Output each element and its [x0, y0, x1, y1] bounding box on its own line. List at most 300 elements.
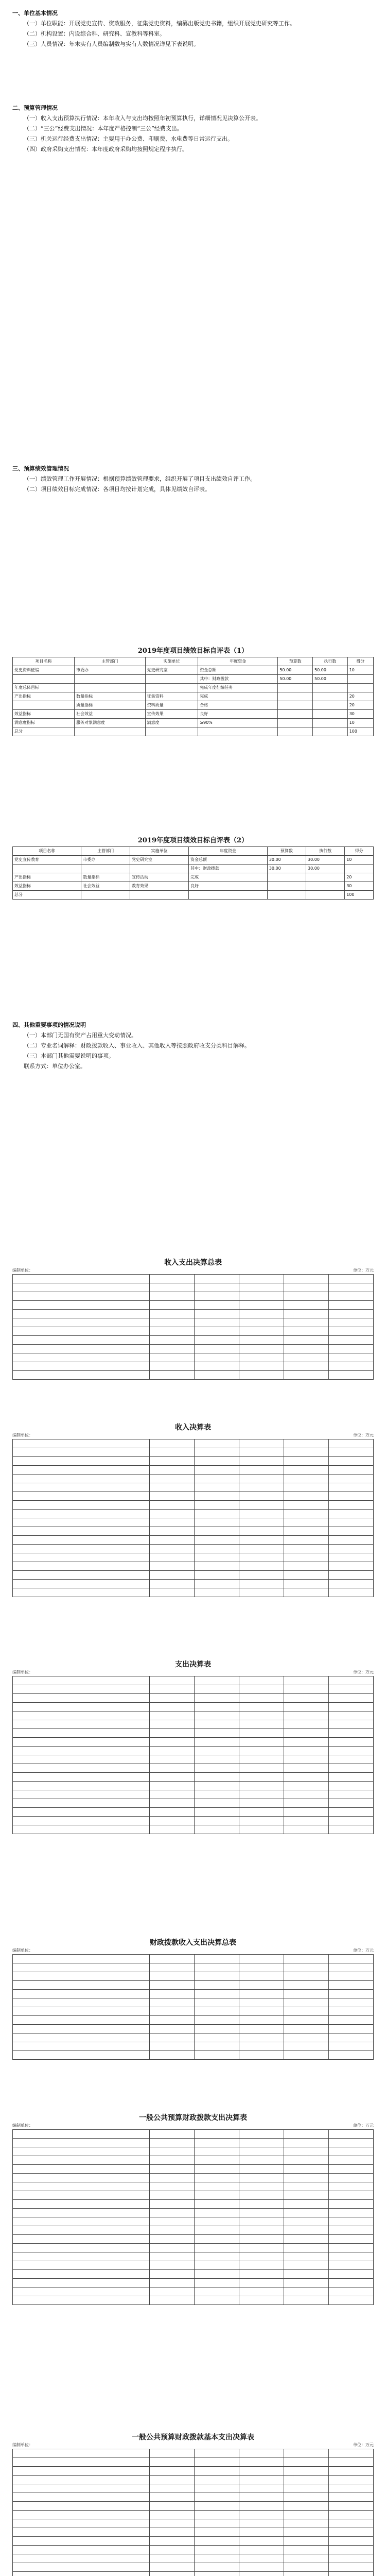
table-cell: [329, 2235, 374, 2244]
table-cell: [329, 1492, 374, 1501]
table-cell: [195, 1755, 239, 1764]
table-cell: [195, 2156, 239, 2165]
table-cell: [239, 2165, 284, 2174]
table-cell: [150, 1998, 195, 2007]
org-label: 编制单位：: [12, 1948, 33, 1953]
table-cell: [150, 1990, 195, 1998]
table-cell: [150, 1492, 195, 1501]
table-cell: 30.00: [267, 865, 306, 873]
table-cell: [195, 1955, 239, 1963]
table-cell: [239, 1720, 284, 1729]
table-cell: [150, 1275, 195, 1283]
table-cell: [284, 2016, 329, 2025]
table-row: [13, 2007, 374, 2016]
table-cell: [239, 1275, 284, 1283]
table-cell: [329, 1345, 374, 1353]
table-cell: 20: [347, 692, 373, 701]
table-cell: [13, 1483, 150, 1492]
table-cell: [150, 2511, 195, 2519]
table-cell: [313, 692, 348, 701]
table-cell: [150, 1755, 195, 1764]
table-row: [13, 1553, 374, 1562]
statement-meta: [12, 2442, 374, 2448]
table-cell: [239, 2476, 284, 2484]
table-cell: [195, 1301, 239, 1310]
table-cell: [13, 2519, 150, 2528]
table-cell: 合格: [198, 701, 278, 710]
table-cell: [278, 710, 313, 719]
table-cell: [329, 1676, 374, 1685]
table-cell: [284, 2467, 329, 2476]
table-cell: [313, 701, 348, 710]
table-cell: [329, 1336, 374, 1345]
table-row: [13, 1720, 374, 1729]
table-row: [13, 2244, 374, 2252]
table-cell: [239, 2174, 284, 2182]
table-cell: [13, 1501, 150, 1510]
table-cell: [329, 1571, 374, 1580]
table-cell: [195, 1711, 239, 1720]
column-header: 预算数: [267, 847, 306, 856]
table-cell: [195, 1782, 239, 1790]
table-cell: [284, 1990, 329, 1998]
table-cell: [13, 2476, 150, 2484]
table-cell: 数量指标: [81, 873, 130, 882]
table-row: [13, 1817, 374, 1825]
table-cell: [329, 1588, 374, 1597]
table-cell: [239, 1362, 284, 1371]
table-cell: [195, 2016, 239, 2025]
table-cell: [150, 1466, 195, 1475]
table-row: [13, 1782, 374, 1790]
table-cell: [13, 1580, 150, 1588]
table-cell: [329, 2200, 374, 2209]
table-cell: [195, 1720, 239, 1729]
table-cell: [329, 1755, 374, 1764]
table-cell: [195, 2174, 239, 2182]
table-cell: [284, 2182, 329, 2191]
table-cell: [150, 1764, 195, 1773]
table-cell: [150, 1501, 195, 1510]
table-cell: [13, 2209, 150, 2217]
table-row: [13, 2156, 374, 2165]
table-cell: [284, 1362, 329, 1371]
table-cell: [150, 1475, 195, 1483]
table-cell: [150, 2051, 195, 2060]
table-row: [13, 2051, 374, 2060]
table-cell: [284, 1327, 329, 1336]
table-row: [13, 2296, 374, 2305]
table-cell: [195, 1439, 239, 1448]
table-row: [13, 2261, 374, 2270]
table-cell: [13, 2546, 150, 2554]
table-cell: [306, 891, 345, 900]
table-row: [13, 1448, 374, 1457]
table-cell: [13, 2563, 150, 2572]
table-row: [13, 1275, 374, 1283]
table-cell: [239, 2200, 284, 2209]
table-cell: [13, 2493, 150, 2502]
table-cell: 完成: [198, 692, 278, 701]
table-cell: [13, 1808, 150, 1817]
table-cell: [284, 1553, 329, 1562]
table-cell: [150, 2130, 195, 2139]
table-cell: [329, 1720, 374, 1729]
table-cell: [195, 2217, 239, 2226]
table-cell: [239, 2025, 284, 2033]
table-cell: [239, 1439, 284, 1448]
section-heading: 四、其他重要事项的情况说明: [12, 1022, 86, 1028]
table-cell: [329, 1825, 374, 1834]
table-cell: [329, 1972, 374, 1981]
table-cell: [13, 1448, 150, 1457]
table-cell: 良好: [189, 882, 268, 891]
table-cell: [329, 2537, 374, 2546]
table-cell: [329, 1817, 374, 1825]
table-cell: 30.00: [306, 865, 345, 873]
table-row: [13, 684, 374, 692]
table-cell: [284, 1457, 329, 1466]
table-cell: [195, 1527, 239, 1536]
table-cell: [329, 1475, 374, 1483]
table-cell: [284, 1371, 329, 1380]
table-cell: [13, 2174, 150, 2182]
table-cell: [195, 2147, 239, 2156]
contact-line: 联系方式：单位办公室。: [24, 1063, 86, 1070]
table-cell: [329, 1292, 374, 1301]
table-cell: [284, 1703, 329, 1711]
table-row: [13, 1588, 374, 1597]
table-cell: [195, 2165, 239, 2174]
table-row: [13, 1310, 374, 1318]
table-cell: [195, 2572, 239, 2576]
table-cell: [239, 1755, 284, 1764]
table-cell: [13, 1371, 150, 1380]
table-cell: [195, 1562, 239, 1571]
table-cell: [329, 1580, 374, 1588]
table-cell: [150, 1571, 195, 1580]
table-cell: [284, 2519, 329, 2528]
table-row: [13, 2217, 374, 2226]
table-cell: [278, 727, 313, 736]
table-cell: [195, 1703, 239, 1711]
table-cell: [150, 2025, 195, 2033]
table-cell: [150, 2147, 195, 2156]
table-cell: [284, 1353, 329, 1362]
table-row: [13, 1773, 374, 1782]
table-row: [13, 2165, 374, 2174]
table-cell: [13, 2572, 150, 2576]
table-cell: [284, 1501, 329, 1510]
table-cell: [150, 1799, 195, 1808]
table-cell: [195, 2182, 239, 2191]
table-cell: [329, 1318, 374, 1327]
table-cell: [195, 2209, 239, 2217]
table-cell: [195, 1998, 239, 2007]
table-cell: 100: [347, 727, 373, 736]
table-cell: [284, 1536, 329, 1545]
table-cell: [239, 1764, 284, 1773]
statement-table: [12, 1439, 374, 1597]
table-cell: [284, 2458, 329, 2467]
table-cell: [239, 1562, 284, 1571]
table-cell: [329, 1981, 374, 1990]
section-heading: 三、预算绩效管理情况: [12, 465, 69, 472]
table-cell: [239, 1782, 284, 1790]
statement-meta: [12, 1432, 374, 1438]
table-cell: [13, 1998, 150, 2007]
table-cell: [195, 1808, 239, 1817]
table-cell: [13, 1685, 150, 1694]
table-cell: [239, 2502, 284, 2511]
table-cell: 20: [345, 873, 374, 882]
table-cell: [284, 1685, 329, 1694]
table-cell: [150, 1527, 195, 1536]
table-cell: [239, 2139, 284, 2147]
table-cell: [13, 1518, 150, 1527]
table-cell: [13, 2279, 150, 2287]
column-header: 实施单位: [145, 657, 198, 666]
table-cell: [13, 2130, 150, 2139]
table-cell: [195, 1448, 239, 1457]
table-cell: [13, 1310, 150, 1318]
table-cell: [284, 2279, 329, 2287]
table-cell: [239, 1536, 284, 1545]
statement-title: 一般公共预算财政拨款基本支出决算表: [132, 2433, 254, 2442]
table-cell: [13, 1955, 150, 1963]
table-cell: [284, 1825, 329, 1834]
table-row: [13, 2174, 374, 2182]
table-cell: [150, 2458, 195, 2467]
table-cell: [347, 675, 373, 684]
table-cell: [150, 1301, 195, 1310]
table-cell: [284, 1764, 329, 1773]
table-cell: 市委办: [75, 666, 146, 675]
table-cell: [284, 1292, 329, 1301]
table-cell: [329, 1998, 374, 2007]
table-cell: [81, 891, 130, 900]
table-cell: [150, 2235, 195, 2244]
unit-label: 单位：万元: [353, 2443, 374, 2447]
table-cell: [284, 1955, 329, 1963]
table-cell: [195, 2042, 239, 2051]
table-cell: [13, 1571, 150, 1580]
table-cell: [329, 1782, 374, 1790]
table-cell: [13, 2025, 150, 2033]
unit-label: 单位：万元: [353, 1433, 374, 1437]
table-cell: [75, 684, 146, 692]
statement-meta: [12, 1669, 374, 1675]
table-cell: [13, 1545, 150, 1553]
table-cell: [195, 2270, 239, 2279]
table-cell: [13, 1676, 150, 1685]
table-cell: [150, 2572, 195, 2576]
table-row: [13, 2563, 374, 2572]
table-cell: [329, 1790, 374, 1799]
table-cell: [329, 1963, 374, 1972]
table-cell: [329, 1483, 374, 1492]
table-cell: [150, 1336, 195, 1345]
table-title: 2019年度项目绩效目标自评表（2）: [137, 837, 249, 844]
table-cell: [150, 2519, 195, 2528]
table-cell: [13, 1362, 150, 1371]
table-row: [13, 1981, 374, 1990]
table-cell: [195, 2191, 239, 2200]
table-cell: [284, 2235, 329, 2244]
table-cell: [329, 2209, 374, 2217]
table-cell: [195, 1571, 239, 1580]
unit-label: 单位：万元: [353, 1948, 374, 1953]
table-cell: [284, 1336, 329, 1345]
table-cell: [278, 684, 313, 692]
table-cell: [150, 1738, 195, 1747]
table-cell: [13, 1711, 150, 1720]
statement-table: [12, 1954, 374, 2060]
table-cell: 20: [347, 701, 373, 710]
table-cell: [13, 1738, 150, 1747]
table-cell: [75, 675, 146, 684]
table-cell: [239, 1301, 284, 1310]
table-cell: 服务对象满意度: [75, 719, 146, 727]
table-cell: [284, 2165, 329, 2174]
table-cell: [195, 1825, 239, 1834]
table-cell: [284, 1782, 329, 1790]
table-cell: [13, 1536, 150, 1545]
table-cell: [239, 1553, 284, 1562]
table-cell: [13, 1782, 150, 1790]
table-cell: [329, 2025, 374, 2033]
table-cell: [284, 2191, 329, 2200]
table-cell: [150, 2493, 195, 2502]
table-cell: [195, 1362, 239, 1371]
table-cell: [195, 2467, 239, 2476]
table-cell: [150, 1981, 195, 1990]
table-cell: [239, 1963, 284, 1972]
table-cell: 满意度指标: [13, 719, 75, 727]
table-cell: [195, 1694, 239, 1703]
table-cell: [13, 1553, 150, 1562]
table-cell: [13, 2484, 150, 2493]
table-cell: [329, 1738, 374, 1747]
statement-meta: [12, 1947, 374, 1953]
table-row: [13, 1483, 374, 1492]
table-cell: [150, 1963, 195, 1972]
table-cell: 完成年度征编任务: [198, 684, 278, 692]
table-row: [13, 1475, 374, 1483]
table-cell: [195, 2235, 239, 2244]
table-cell: [150, 1588, 195, 1597]
table-row: [13, 2147, 374, 2156]
table-cell: [195, 2519, 239, 2528]
table-cell: [13, 2261, 150, 2270]
table-cell: [239, 2287, 284, 2296]
table-title: 2019年度项目绩效目标自评表（1）: [137, 647, 249, 655]
table-cell: [239, 1483, 284, 1492]
table-cell: [150, 2546, 195, 2554]
table-cell: [239, 1703, 284, 1711]
table-cell: [329, 1448, 374, 1457]
table-cell: [267, 873, 306, 882]
table-row: [13, 1318, 374, 1327]
table-cell: [195, 2476, 239, 2484]
table-cell: [329, 1510, 374, 1518]
table-cell: [239, 2519, 284, 2528]
table-cell: [195, 2007, 239, 2016]
column-header: 项目名称: [13, 847, 81, 856]
table-cell: [195, 1518, 239, 1527]
table-cell: [150, 1694, 195, 1703]
table-cell: [13, 1457, 150, 1466]
table-row: [13, 2519, 374, 2528]
table-cell: [239, 2182, 284, 2191]
table-cell: 10: [347, 666, 373, 675]
table-cell: [329, 1703, 374, 1711]
table-cell: [329, 2519, 374, 2528]
table-cell: [150, 2156, 195, 2165]
table-row: [13, 2270, 374, 2279]
table-row: [13, 701, 374, 710]
table-cell: [329, 1283, 374, 1292]
table-cell: [195, 1457, 239, 1466]
table-cell: [284, 1318, 329, 1327]
table-cell: [150, 1362, 195, 1371]
table-cell: [13, 701, 75, 710]
table-cell: 总分: [13, 727, 75, 736]
table-cell: [284, 2147, 329, 2156]
table-cell: [284, 2528, 329, 2537]
table-cell: [284, 2033, 329, 2042]
table-cell: [239, 1371, 284, 1380]
table-cell: 党史资料征编: [13, 666, 75, 675]
table-cell: [195, 1475, 239, 1483]
table-cell: [239, 2449, 284, 2458]
table-cell: [329, 2546, 374, 2554]
table-cell: [195, 2484, 239, 2493]
table-cell: [13, 2296, 150, 2305]
table-cell: [150, 1292, 195, 1301]
table-cell: [195, 1466, 239, 1475]
table-cell: [195, 1553, 239, 1562]
table-cell: [150, 1536, 195, 1545]
table-cell: [329, 1773, 374, 1782]
table-cell: [239, 2261, 284, 2270]
table-row: [13, 1729, 374, 1738]
table-cell: [329, 1439, 374, 1448]
table-cell: 社会效益: [75, 710, 146, 719]
table-cell: 党史宣传教育: [13, 856, 81, 865]
table-cell: [284, 2502, 329, 2511]
table-cell: [150, 2191, 195, 2200]
table-cell: [284, 1738, 329, 1747]
table-cell: [150, 2476, 195, 2484]
table-cell: 市委办: [81, 856, 130, 865]
table-cell: [195, 1580, 239, 1588]
table-cell: [150, 1353, 195, 1362]
table-cell: [284, 2217, 329, 2226]
table-cell: [329, 1501, 374, 1510]
table-row: [13, 2484, 374, 2493]
table-cell: [13, 1275, 150, 1283]
table-cell: [195, 1345, 239, 1353]
table-cell: [329, 2016, 374, 2025]
perf-table-2: [12, 835, 374, 900]
table-cell: [239, 2235, 284, 2244]
table-row: [13, 882, 374, 891]
paragraph: （四）政府采购支出情况：本年度政府采购均按照规定程序执行。: [24, 146, 188, 152]
table-cell: [284, 1588, 329, 1597]
table-cell: 产出指标: [13, 692, 75, 701]
table-row: [13, 856, 374, 865]
